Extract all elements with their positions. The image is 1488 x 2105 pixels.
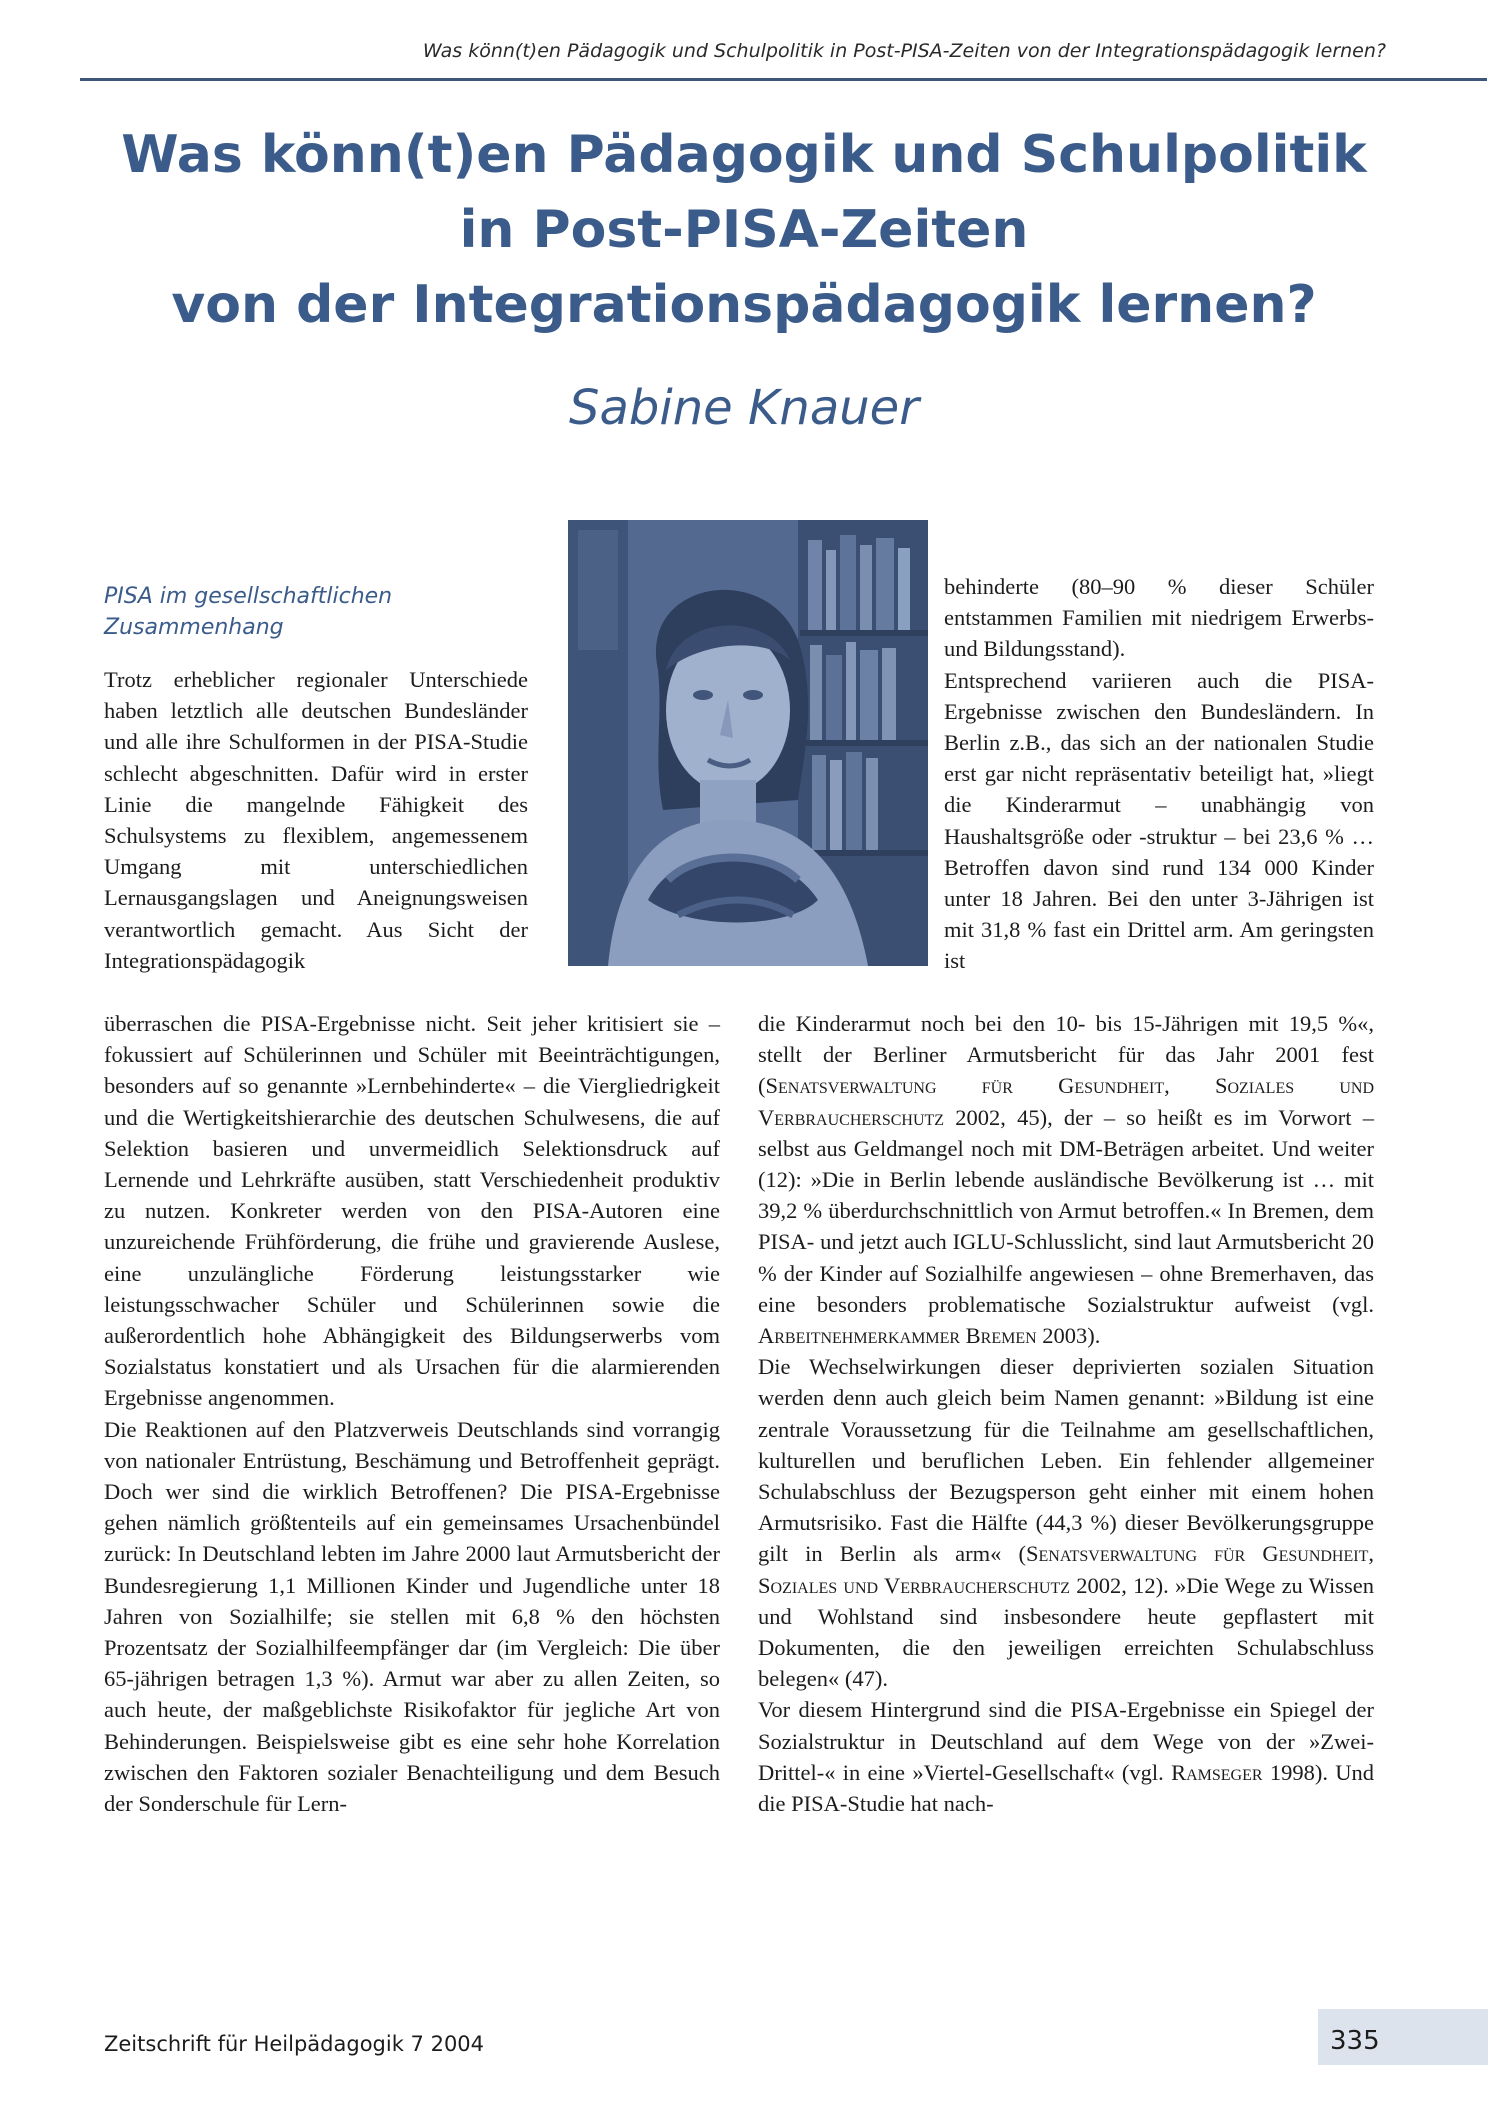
title-line-1: Was könn(t)en Pädagogik und Schulpolitik [121, 125, 1367, 185]
author-name: Sabine Knauer [569, 380, 919, 436]
paragraph-hintergrund: Vor diesem Hintergrund sind die PISA-Ergebnisse ein Spiegel der Sozialstruktur in Deutschland auf dem Wege von der »Zwei-Drittel-« in eine »Viertel-Gesellschaft« (vgl. Ramseger 1998). Und die PISA-Studie hat nach- [758, 1697, 1374, 1817]
paragraph-intro-continued: überraschen die PISA-Ergebnisse nicht. Seit jeher kritisiert sie – fokussiert auf Schülerinnen und Schüler mit Beeinträchtigungen, besonders auf so genannte »Lernbehinderte« – die Viergliedrigkeit und die Wertigkeitshierarchie des deutschen Schulwesens, die auf Selektion basieren und unvermeidlich Selektionsdruck auf Lernende und Lehrkräfte ausüben, statt Verschiedenheit produktiv zu nutzen. Konkreter werden von den PISA-Autoren eine unzureichende Frühförderung, die frühe und gravierende Auslese, eine unzulängliche Förderung leistungsstarker wie leistungsschwacher Schüler und Schülerinnen sowie die außerordentlich hohe Abhängigkeit des Bildungserwerbs vom Sozialstatus konstatiert und als Ursachen für die alarmierenden Ergebnisse angenommen. [104, 1011, 720, 1411]
citation-ramseger: Ramseger [1171, 1759, 1263, 1785]
right-column-wide [758, 1008, 1374, 1819]
paragraph-wechselwirkungen: Die Wechselwirkungen dieser deprivierten sozialen Situation werden denn auch gleich beim Namen genannt: »Bildung ist eine zentrale Voraussetzung für die Teilnahme am gesellschaftlichen, kulturellen und beruflichen Leben. Ein fehlender allgemeiner Schulabschluss der Bezugsperson geht einher mit einem hohen Armutsrisiko. Fast die Hälfte (44,3 %) dieser Bevölkerungsgruppe gilt in Berlin als arm« (Senatsverwaltung für Gesundheit, Soziales und Verbraucherschutz 2002, 12). »Die Wege zu Wissen und Wohlstand sind insbesondere heute gepflastert mit Dokumenten, die den jeweiligen erreichten Schulabschluss belegen« (47). [758, 1354, 1374, 1692]
running-header: Was könn(t)en Pädagogik und Schulpolitik in Post-PISA-Zeiten von der Integrationspädagogik lernen? [422, 40, 1386, 62]
author-photo [568, 520, 928, 966]
citation-arbeitnehmerkammer: Arbeitnehmerkammer Bremen [758, 1323, 1037, 1349]
left-column-wide [104, 1008, 720, 1819]
paragraph-lernbehinderte: behinderte (80–90 % dieser Schüler entstammen Familien mit niedrigem Erwerbs- und Bildungsstand). [944, 574, 1374, 662]
right-column-narrow [944, 571, 1374, 977]
paragraph-armutsbericht: die Kinderarmut noch bei den 10- bis 15-Jährigen mit 19,5 %«, stellt der Berliner Armutsbericht für das Jahr 2001 fest (Senatsverwaltung für Gesundheit, Soziales und Verbraucherschutz 2002, 45), der – so heißt es im Vorwort – selbst aus Geldmangel noch mit DM-Beträgen arbeitet. Und weiter (12): »Die in Berlin lebende ausländische Bevölkerung ist … mit 39,2 % überdurchschnittlich von Armut betroffen.« In Bremen, dem PISA- und jetzt auch IGLU-Schlusslicht, sind laut Armutsbericht 20 % der Kinder auf Sozialhilfe angewiesen – ohne Bremerhaven, das eine besonders problematische Sozialstruktur aufweist (vgl. Arbeitnehmerkammer Bremen 2003). [758, 1011, 1374, 1349]
page-number: 335 [1330, 2026, 1380, 2056]
section-heading-line-2: Zusammenhang [104, 615, 284, 640]
paragraph-intro: Trotz erheblicher regionaler Unterschiede haben letztlich alle deutschen Bundesländer und alle ihre Schulformen in der PISA-Studie schlecht abgeschnitten. Dafür wird in erster Linie die mangelnde Fähigkeit des Schulsystems zu flexiblem, angemessenem Umgang mit unterschiedlichen Lernausgangslagen und Aneignungsweisen verantwortlich gemacht. Aus Sicht der Integrationspädagogik [104, 667, 528, 973]
footer-journal: Zeitschrift für Heilpädagogik 7 2004 [104, 2032, 485, 2056]
paragraph-berlin: Entsprechend variieren auch die PISA-Ergebnisse zwischen den Bundesländern. In Berlin z.B., das sich an der nationalen Studie erst gar nicht repräsentativ beteiligt hat, »liegt die Kinderarmut – unabhängig von Haushaltsgröße oder -struktur – bei 23,6 % … Betroffen davon sind rund 134 000 Kinder unter 18 Jahren. Bei den unter 3-Jährigen ist mit 31,8 % fast ein Drittel arm. Am geringsten ist [944, 667, 1374, 974]
header-rule [80, 78, 1487, 81]
article-title [0, 118, 1488, 343]
section-heading [104, 581, 464, 643]
title-line-2: in Post-PISA-Zeiten [459, 200, 1029, 260]
section-heading-line-1: PISA im gesellschaftlichen [104, 584, 393, 609]
title-line-3: von der Integrationspädagogik lernen? [171, 275, 1317, 335]
citation-senatsverwaltung: Senatsverwaltung für Gesundheit, Soziales und Verbraucherschutz [758, 1073, 1374, 1130]
left-column-narrow [104, 664, 528, 976]
paragraph-reactions: Die Reaktionen auf den Platzverweis Deutschlands sind vorrangig von nationaler Entrüstung, Beschämung und Betroffenheit geprägt. Doch wer sind die wirklich Betroffenen? Die PISA-Ergebnisse gehen nämlich größtenteils auf ein gemeinsames Ursachenbündel zurück: In Deutschland lebten im Jahre 2000 laut Armutsbericht der Bundesregierung 1,1 Millionen Kinder und Jugendliche unter 18 Jahren von Sozialhilfe; sie stellen mit 6,8 % den höchsten Prozentsatz der Sozialhilfeempfänger dar (im Vergleich: Die über 65-jährigen betragen 1,3 %). Armut war aber zu allen Zeiten, so auch heute, der maßgeblichste Risikofaktor für jegliche Art von Behinderungen. Beispielsweise gibt es eine sehr hohe Korrelation zwischen den Faktoren sozialer Benachteiligung und dem Besuch der Sonderschule für Lern- [104, 1416, 720, 1817]
citation-senatsverwaltung-2: Senatsverwaltung für Gesundheit, Soziales und Verbraucherschutz [758, 1541, 1374, 1598]
